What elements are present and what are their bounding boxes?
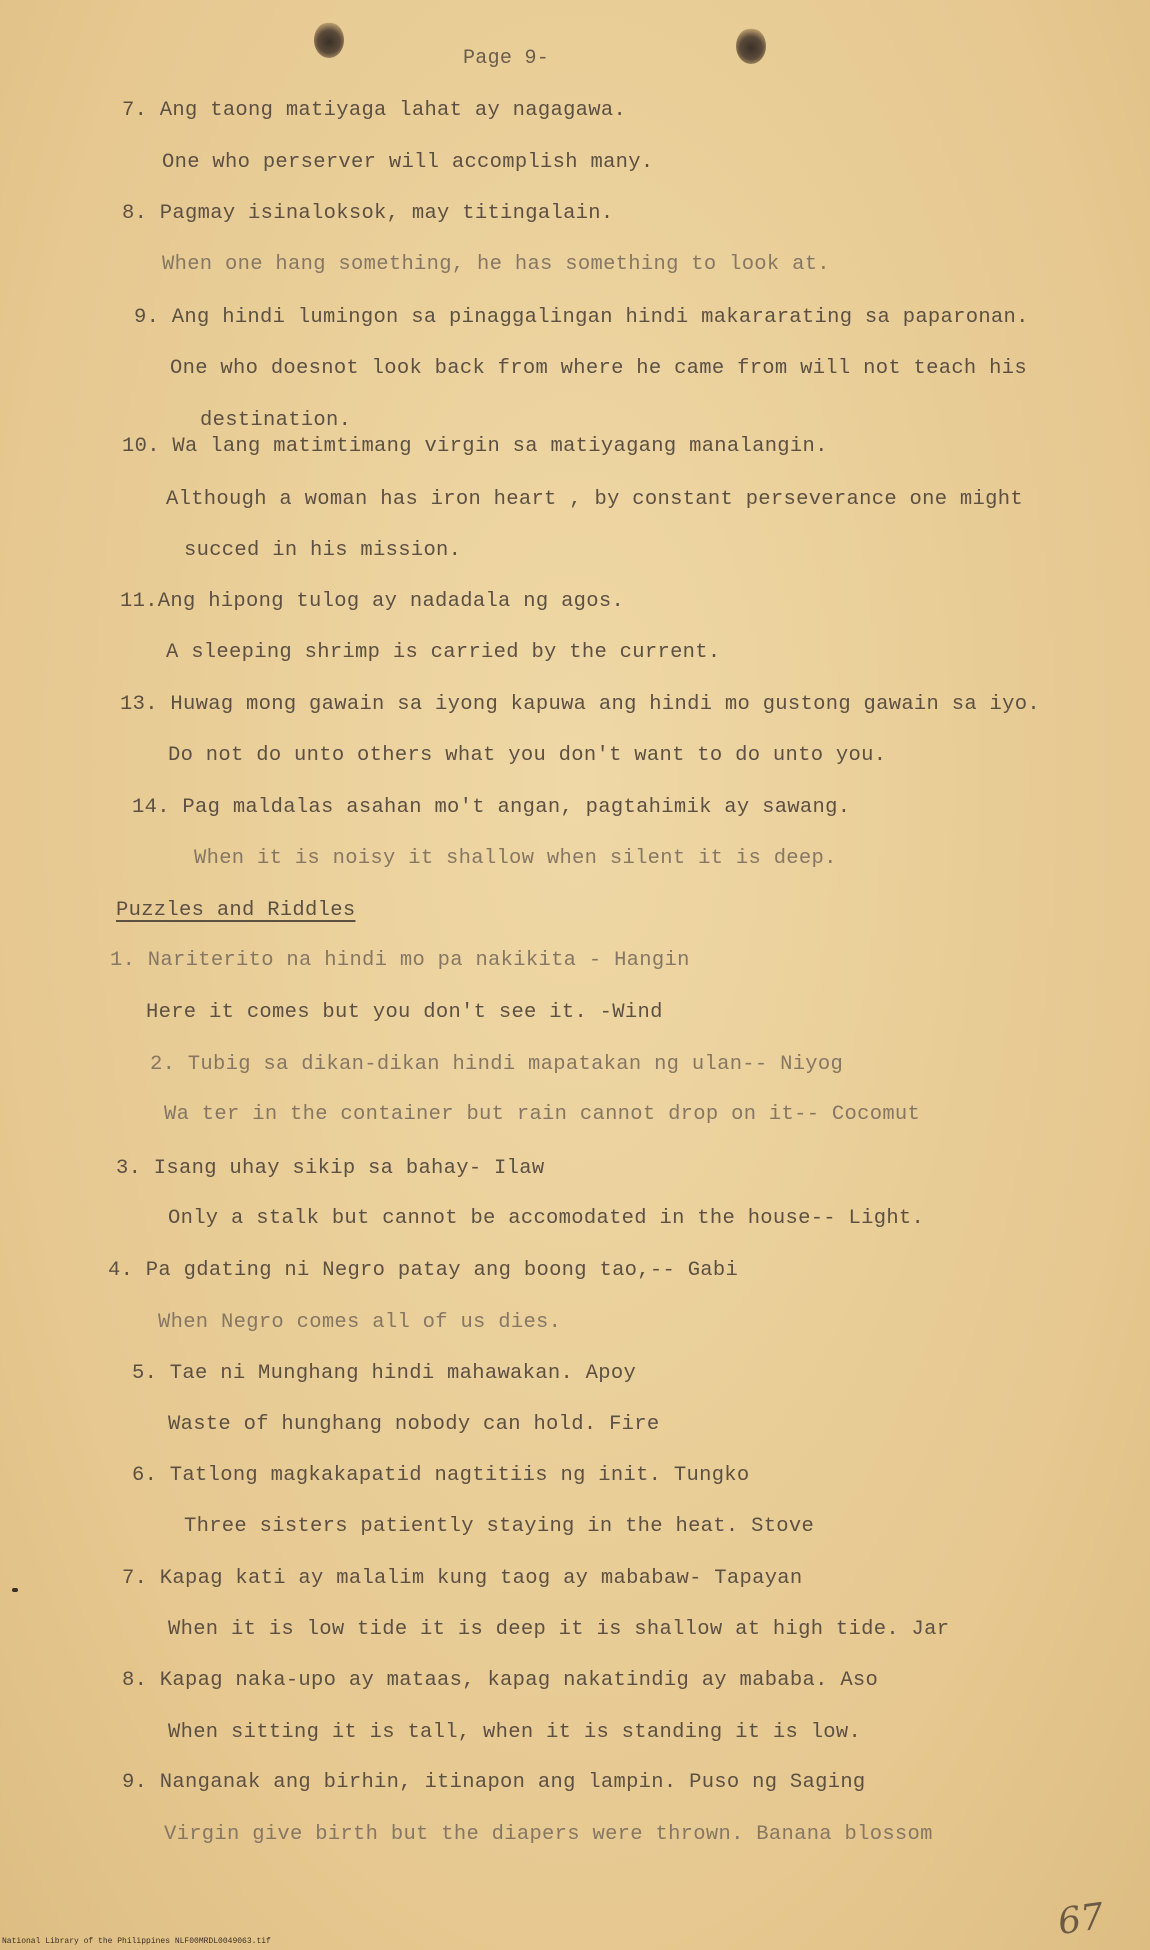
proverb-11-tagalog: 11.Ang hipong tulog ay nadadala ng agos. [120,590,625,613]
riddle-9-tagalog: 9. Nanganak ang birhin, itinapon ang lampin. Puso ng Saging [122,1771,866,1794]
proverb-9-tagalog: 9. Ang hindi lumingon sa pinaggalingan hindi makararating sa paparonan. [134,306,1029,329]
riddle-7-tagalog: 7. Kapag kati ay malalim kung taog ay mababaw- Tapayan [122,1567,803,1590]
riddle-5-english: Waste of hunghang nobody can hold. Fire [168,1413,660,1436]
proverb-8-tagalog: 8. Pagmay isinaloksok, may titingalain. [122,202,614,225]
riddle-4-english: When Negro comes all of us dies. [158,1311,562,1334]
proverb-8-english: When one hang something, he has something to look at. [162,253,830,276]
riddle-5-tagalog: 5. Tae ni Munghang hindi mahawakan. Apoy [132,1362,637,1385]
riddle-1-english: Here it comes but you don't see it. -Wind [146,1001,663,1024]
riddle-6-english: Three sisters patiently staying in the heat. Stove [184,1515,815,1538]
punch-hole-left [314,22,344,58]
proverb-10-tagalog: 10. Wa lang matimtimang virgin sa matiyagang manalangin. [122,435,828,458]
ink-mark [12,1588,18,1592]
riddle-1-tagalog: 1. Nariterito na hindi mo pa nakikita - Hangin [110,949,690,972]
archive-footer: National Library of the Philippines NLF00MRDL0049063.tif [2,1937,271,1946]
proverb-9-english: One who doesnot look back from where he came from will not teach his [170,357,1027,380]
riddle-4-tagalog: 4. Pa gdating ni Negro patay ang boong tao,-- Gabi [108,1259,739,1282]
proverb-13-english: Do not do unto others what you don't want to do unto you. [168,744,887,767]
proverb-13-tagalog: 13. Huwag mong gawain sa iyong kapuwa ang hindi mo gustong gawain sa iyo. [120,693,1040,716]
proverb-14-tagalog: 14. Pag maldalas asahan mo't angan, pagtahimik ay sawang. [132,796,851,819]
section-heading-puzzles: Puzzles and Riddles [116,899,356,922]
proverb-7-tagalog: 7. Ang taong matiyaga lahat ay nagagawa. [122,99,627,122]
proverb-10-english: Although a woman has iron heart , by constant perseverance one might [166,488,1023,511]
riddle-9-english: Virgin give birth but the diapers were thrown. Banana blossom [164,1823,933,1846]
riddle-7-english: When it is low tide it is deep it is shallow at high tide. Jar [168,1618,950,1641]
proverb-9-english-cont: destination. [200,409,352,432]
riddle-6-tagalog: 6. Tatlong magkakapatid nagtitiis ng init. Tungko [132,1464,750,1487]
proverb-14-english: When it is noisy it shallow when silent it is deep. [194,847,837,870]
riddle-2-english: Wa ter in the container but rain cannot drop on it-- Cocomut [164,1103,921,1126]
riddle-8-tagalog: 8. Kapag naka-upo ay mataas, kapag nakatindig ay mababa. Aso [122,1669,879,1692]
proverb-7-english: One who perserver will accomplish many. [162,151,654,174]
riddle-2-tagalog: 2. Tubig sa dikan-dikan hindi mapatakan ng ulan-- Niyog [150,1053,844,1076]
page-header: Page 9- [463,47,550,70]
riddle-3-english: Only a stalk but cannot be accomodated in the house-- Light. [168,1207,925,1230]
riddle-3-tagalog: 3. Isang uhay sikip sa bahay- Ilaw [116,1157,545,1180]
riddle-8-english: When sitting it is tall, when it is standing it is low. [168,1721,862,1744]
proverb-11-english: A sleeping shrimp is carried by the current. [166,641,721,664]
proverb-10-english-cont: succed in his mission. [184,539,462,562]
punch-hole-right [736,28,766,64]
handwritten-folio-number: 67 [1055,1896,1107,1943]
